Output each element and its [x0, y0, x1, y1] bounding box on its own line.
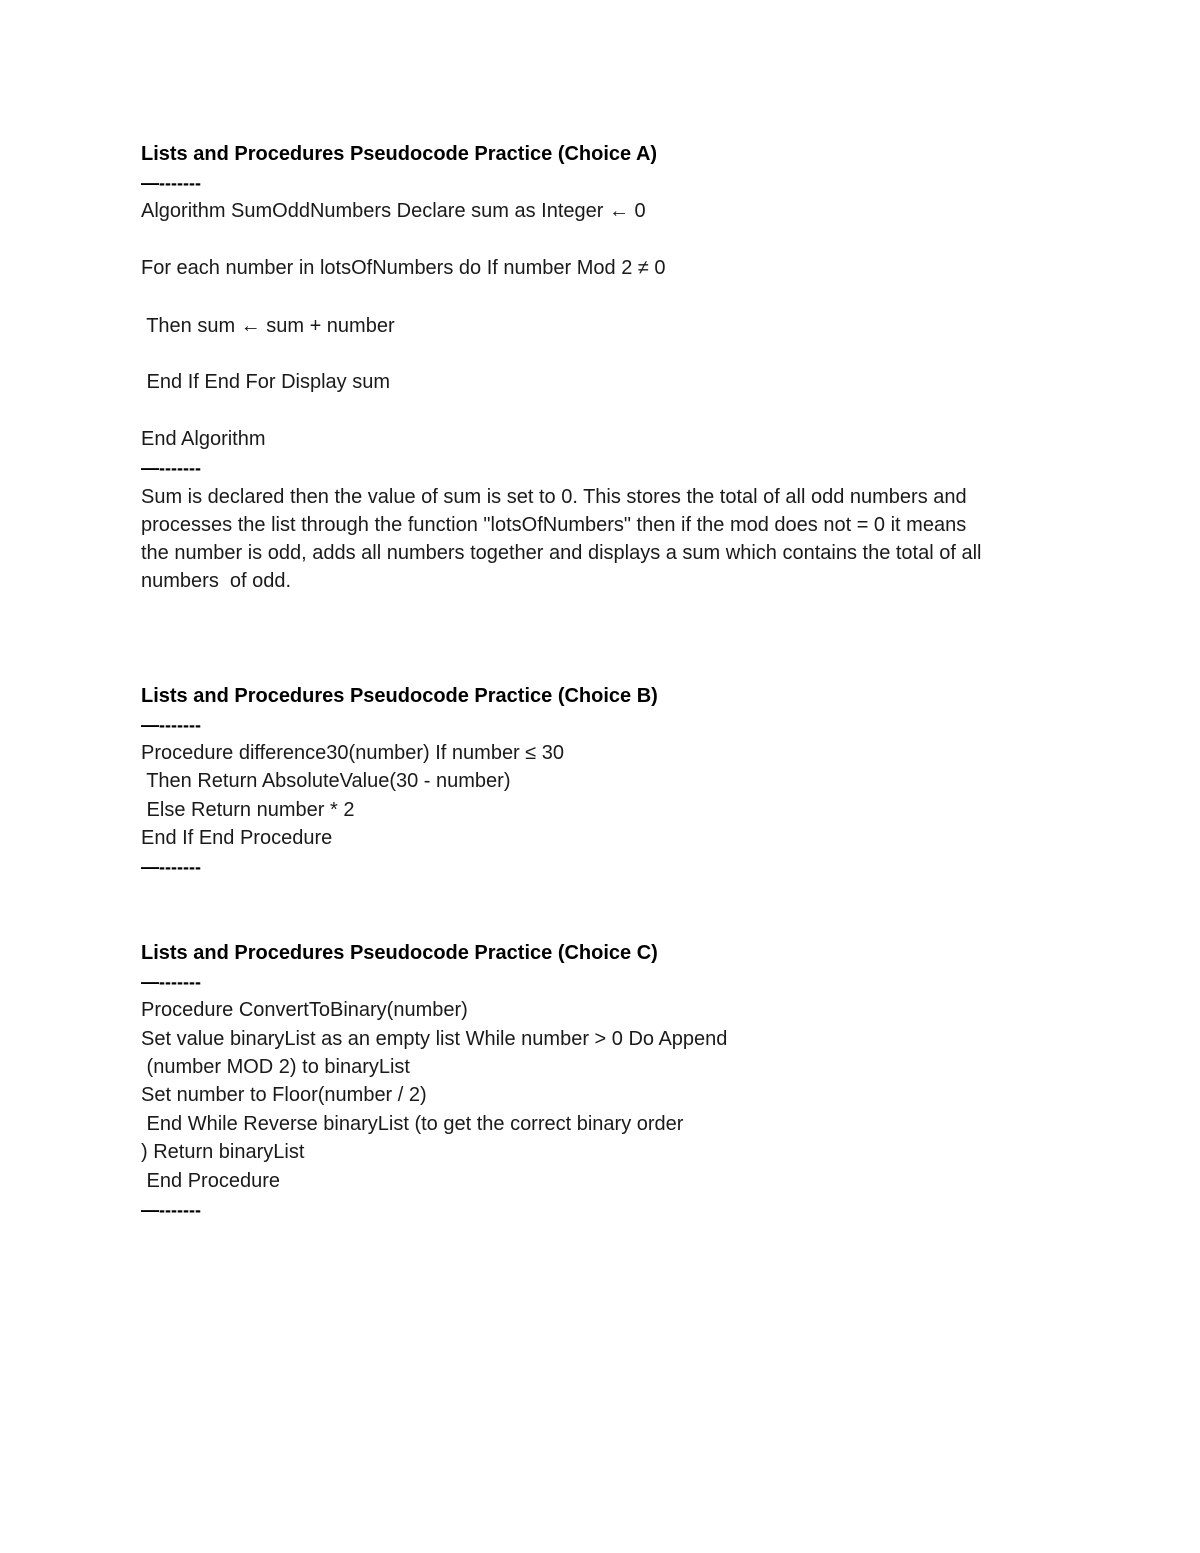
section-c-line-4: Set number to Floor(number / 2): [141, 1084, 427, 1106]
section-a-line-1: Algorithm SumOddNumbers Declare sum as Integer ← 0: [141, 200, 646, 222]
section-c-line-6: ) Return binaryList: [141, 1141, 305, 1163]
section-c-line-5: End While Reverse binaryList (to get the correct binary order: [141, 1113, 684, 1135]
section-b-heading: Lists and Procedures Pseudocode Practice (Choice B): [141, 685, 658, 707]
section-b-line-1: Procedure difference30(number) If number ≤ 30: [141, 742, 565, 764]
section-a-explanation-3: the number is odd, adds all numbers together and displays a sum which contains the total of all: [141, 542, 982, 564]
section-a-explanation-4: numbers of odd.: [141, 570, 292, 592]
section-b-separator: —-------: [141, 715, 201, 735]
section-c-line-3: (number MOD 2) to binaryList: [141, 1056, 410, 1078]
section-c-heading: Lists and Procedures Pseudocode Practice (Choice C): [141, 942, 658, 964]
section-a-explanation-2: processes the list through the function "lotsOfNumbers" then if the mod does not = 0 it means: [141, 514, 967, 536]
section-a-separator: —-------: [141, 173, 201, 193]
section-a-separator-end: —-------: [141, 458, 201, 478]
section-a-line-4: End If End For Display sum: [141, 371, 390, 393]
section-c-line-2: Set value binaryList as an empty list While number > 0 Do Append: [141, 1028, 728, 1050]
section-a-line-2: For each number in lotsOfNumbers do If number Mod 2 ≠ 0: [141, 257, 666, 279]
section-c-separator: —-------: [141, 972, 201, 992]
section-b-line-3: Else Return number * 2: [141, 799, 355, 821]
section-c-line-7: End Procedure: [141, 1170, 280, 1192]
section-b-line-4: End If End Procedure: [141, 827, 333, 849]
section-a-heading: Lists and Procedures Pseudocode Practice (Choice A): [141, 143, 658, 165]
section-b-separator-end: —-------: [141, 857, 201, 877]
section-b-line-2: Then Return AbsoluteValue(30 - number): [141, 770, 511, 792]
section-a-line-3: Then sum ← sum + number: [141, 315, 395, 337]
section-c-separator-end: —-------: [141, 1200, 201, 1220]
section-a-explanation-1: Sum is declared then the value of sum is set to 0. This stores the total of all odd numbers and: [141, 486, 967, 508]
section-c-line-1: Procedure ConvertToBinary(number): [141, 999, 468, 1021]
section-a-line-5: End Algorithm: [141, 428, 266, 450]
